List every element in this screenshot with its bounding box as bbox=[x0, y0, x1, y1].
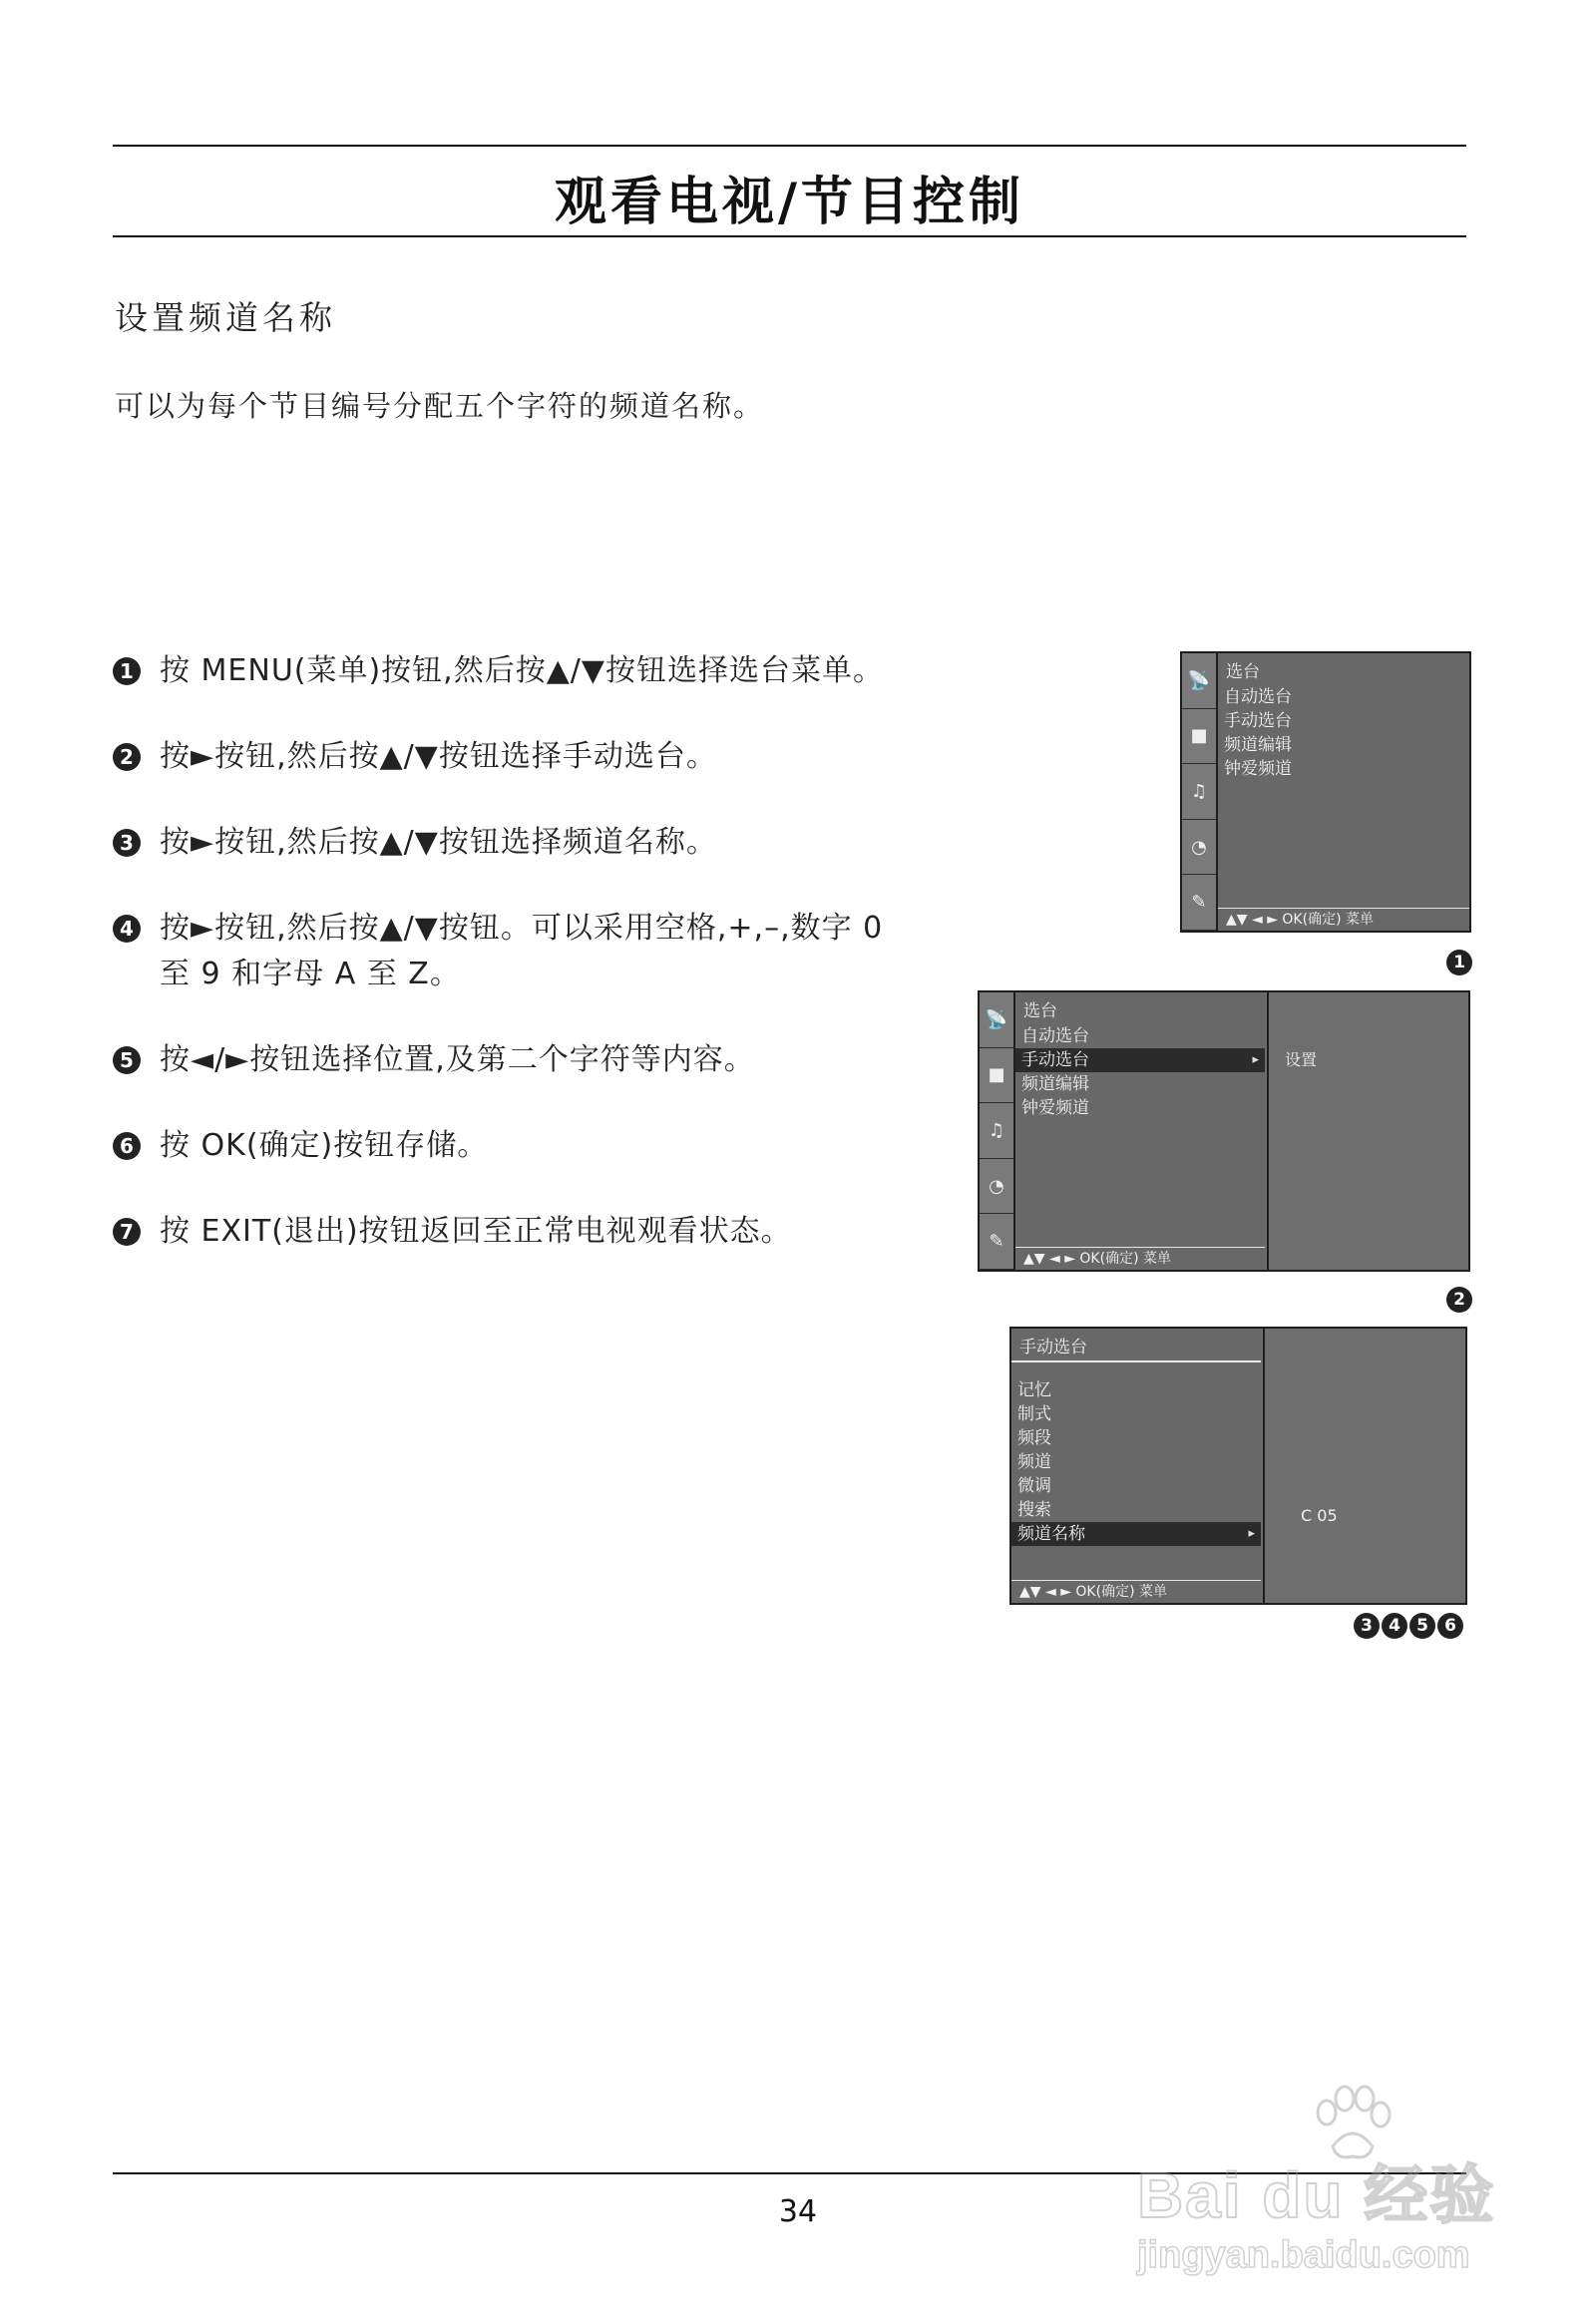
osd-menu-item: 微调 bbox=[1017, 1476, 1051, 1496]
figure-badge-2 bbox=[1446, 1287, 1472, 1313]
osd-menu-item: 钟爱频道 bbox=[1224, 759, 1292, 779]
watermark-logo-text: Bai du 经验 bbox=[1137, 2159, 1496, 2231]
step-number: 4 bbox=[113, 915, 141, 943]
step-list bbox=[113, 648, 971, 1255]
step-1 bbox=[113, 648, 971, 694]
osd-submenu-panel bbox=[1267, 992, 1468, 1270]
osd-submenu-panel bbox=[1263, 1329, 1465, 1603]
osd-menu bbox=[1218, 653, 1469, 931]
osd-menu-title: 选台 bbox=[1226, 662, 1260, 682]
osd-footer: ▲▼ ◄ ► OK(确定) 菜单 bbox=[1218, 908, 1469, 931]
osd-menu bbox=[1011, 1329, 1261, 1603]
step-text: 按 MENU(菜单)按钮,然后按▲/▼按钮选择选台菜单。 bbox=[160, 653, 884, 688]
section-heading: 设置频道名称 bbox=[115, 298, 336, 337]
osd-screen-3 bbox=[1009, 1327, 1467, 1605]
osd-menu-item: 频道 bbox=[1017, 1452, 1051, 1472]
osd-menu-item: 频道编辑 bbox=[1021, 1074, 1089, 1094]
step-4 bbox=[113, 906, 971, 997]
picture-icon: ■ bbox=[980, 1048, 1013, 1104]
picture-icon: ■ bbox=[1182, 709, 1216, 765]
page-number: 34 bbox=[778, 2194, 818, 2229]
step-7 bbox=[113, 1209, 971, 1255]
setup-icon: ✎ bbox=[980, 1214, 1013, 1270]
step-number: 6 bbox=[113, 1132, 141, 1160]
time-icon: ◔ bbox=[1182, 820, 1216, 876]
step-6 bbox=[113, 1123, 971, 1169]
step-text: 按◄/►按钮选择位置,及第二个字符等内容。 bbox=[160, 1042, 755, 1077]
antenna-icon: 📡 bbox=[1182, 653, 1216, 709]
osd-menu-item: 手动选台 bbox=[1224, 711, 1292, 731]
osd-menu-item: 自动选台 bbox=[1224, 687, 1292, 707]
figure-badge-1 bbox=[1446, 950, 1472, 975]
figure-number: 5 bbox=[1409, 1613, 1435, 1639]
step-text-continued: 至 9 和字母 A 至 Z。 bbox=[160, 957, 461, 991]
time-icon: ◔ bbox=[980, 1159, 1013, 1215]
osd-channel-name-value: C 05 bbox=[1301, 1506, 1338, 1525]
figure-number: 1 bbox=[1446, 950, 1472, 975]
osd-menu-item-selected: 手动选台 ▸ bbox=[1015, 1048, 1265, 1072]
step-2 bbox=[113, 734, 971, 780]
baidu-jingyan-watermark bbox=[1137, 2085, 1536, 2294]
intro-text: 可以为每个节目编号分配五个字符的频道名称。 bbox=[115, 389, 765, 423]
osd-submenu-value: 设置 bbox=[1285, 1050, 1318, 1069]
figure-number: 3 bbox=[1354, 1613, 1380, 1639]
figure-number: 4 bbox=[1382, 1613, 1407, 1639]
step-text: 按 OK(确定)按钮存储。 bbox=[160, 1128, 489, 1163]
step-number: 1 bbox=[113, 657, 141, 685]
osd-menu bbox=[1015, 992, 1265, 1270]
osd-menu-item: 搜索 bbox=[1017, 1500, 1051, 1520]
watermark-url: jingyan.baidu.com bbox=[1137, 2234, 1470, 2276]
osd-menu-item: 制式 bbox=[1017, 1404, 1051, 1424]
step-text: 按►按钮,然后按▲/▼按钮选择手动选台。 bbox=[160, 739, 717, 774]
osd-menu-item: 记忆 bbox=[1017, 1380, 1051, 1400]
step-number: 7 bbox=[113, 1218, 141, 1246]
step-3 bbox=[113, 820, 971, 866]
title-underline bbox=[113, 235, 1466, 237]
osd-menu-item: 频道编辑 bbox=[1224, 735, 1292, 755]
osd-menu-item-selected: 频道名称 ▸ bbox=[1011, 1522, 1261, 1546]
step-text: 按►按钮,然后按▲/▼按钮。可以采用空格,+,–,数字 0 bbox=[160, 911, 884, 946]
osd-footer: ▲▼ ◄ ► OK(确定) 菜单 bbox=[1015, 1247, 1265, 1270]
osd-menu-title: 选台 bbox=[1023, 1001, 1057, 1021]
osd-screen-2 bbox=[978, 990, 1470, 1272]
osd-screen-1 bbox=[1180, 651, 1471, 933]
sound-icon: ♫ bbox=[1182, 764, 1216, 820]
figure-number: 6 bbox=[1437, 1613, 1463, 1639]
osd-footer: ▲▼ ◄ ► OK(确定) 菜单 bbox=[1011, 1580, 1261, 1603]
step-number: 3 bbox=[113, 829, 141, 857]
step-number: 5 bbox=[113, 1046, 141, 1074]
setup-icon: ✎ bbox=[1182, 875, 1216, 931]
figure-badges-3-6 bbox=[1354, 1613, 1463, 1639]
osd-menu-item: 钟爱频道 bbox=[1021, 1098, 1089, 1118]
step-text: 按 EXIT(退出)按钮返回至正常电视观看状态。 bbox=[160, 1214, 792, 1249]
antenna-icon: 📡 bbox=[980, 992, 1013, 1048]
osd-menu-item: 频段 bbox=[1017, 1428, 1051, 1448]
osd-icon-column bbox=[980, 992, 1015, 1270]
osd-icon-column bbox=[1182, 653, 1218, 931]
page-title: 观看电视/节目控制 bbox=[555, 173, 1024, 232]
sound-icon: ♫ bbox=[980, 1103, 1013, 1159]
osd-menu-item: 自动选台 bbox=[1021, 1026, 1089, 1046]
top-rule bbox=[113, 145, 1466, 147]
osd-menu-title: 手动选台 bbox=[1011, 1329, 1261, 1362]
step-number: 2 bbox=[113, 743, 141, 771]
step-5 bbox=[113, 1037, 971, 1083]
step-text: 按►按钮,然后按▲/▼按钮选择频道名称。 bbox=[160, 825, 717, 860]
figure-number: 2 bbox=[1446, 1287, 1472, 1313]
